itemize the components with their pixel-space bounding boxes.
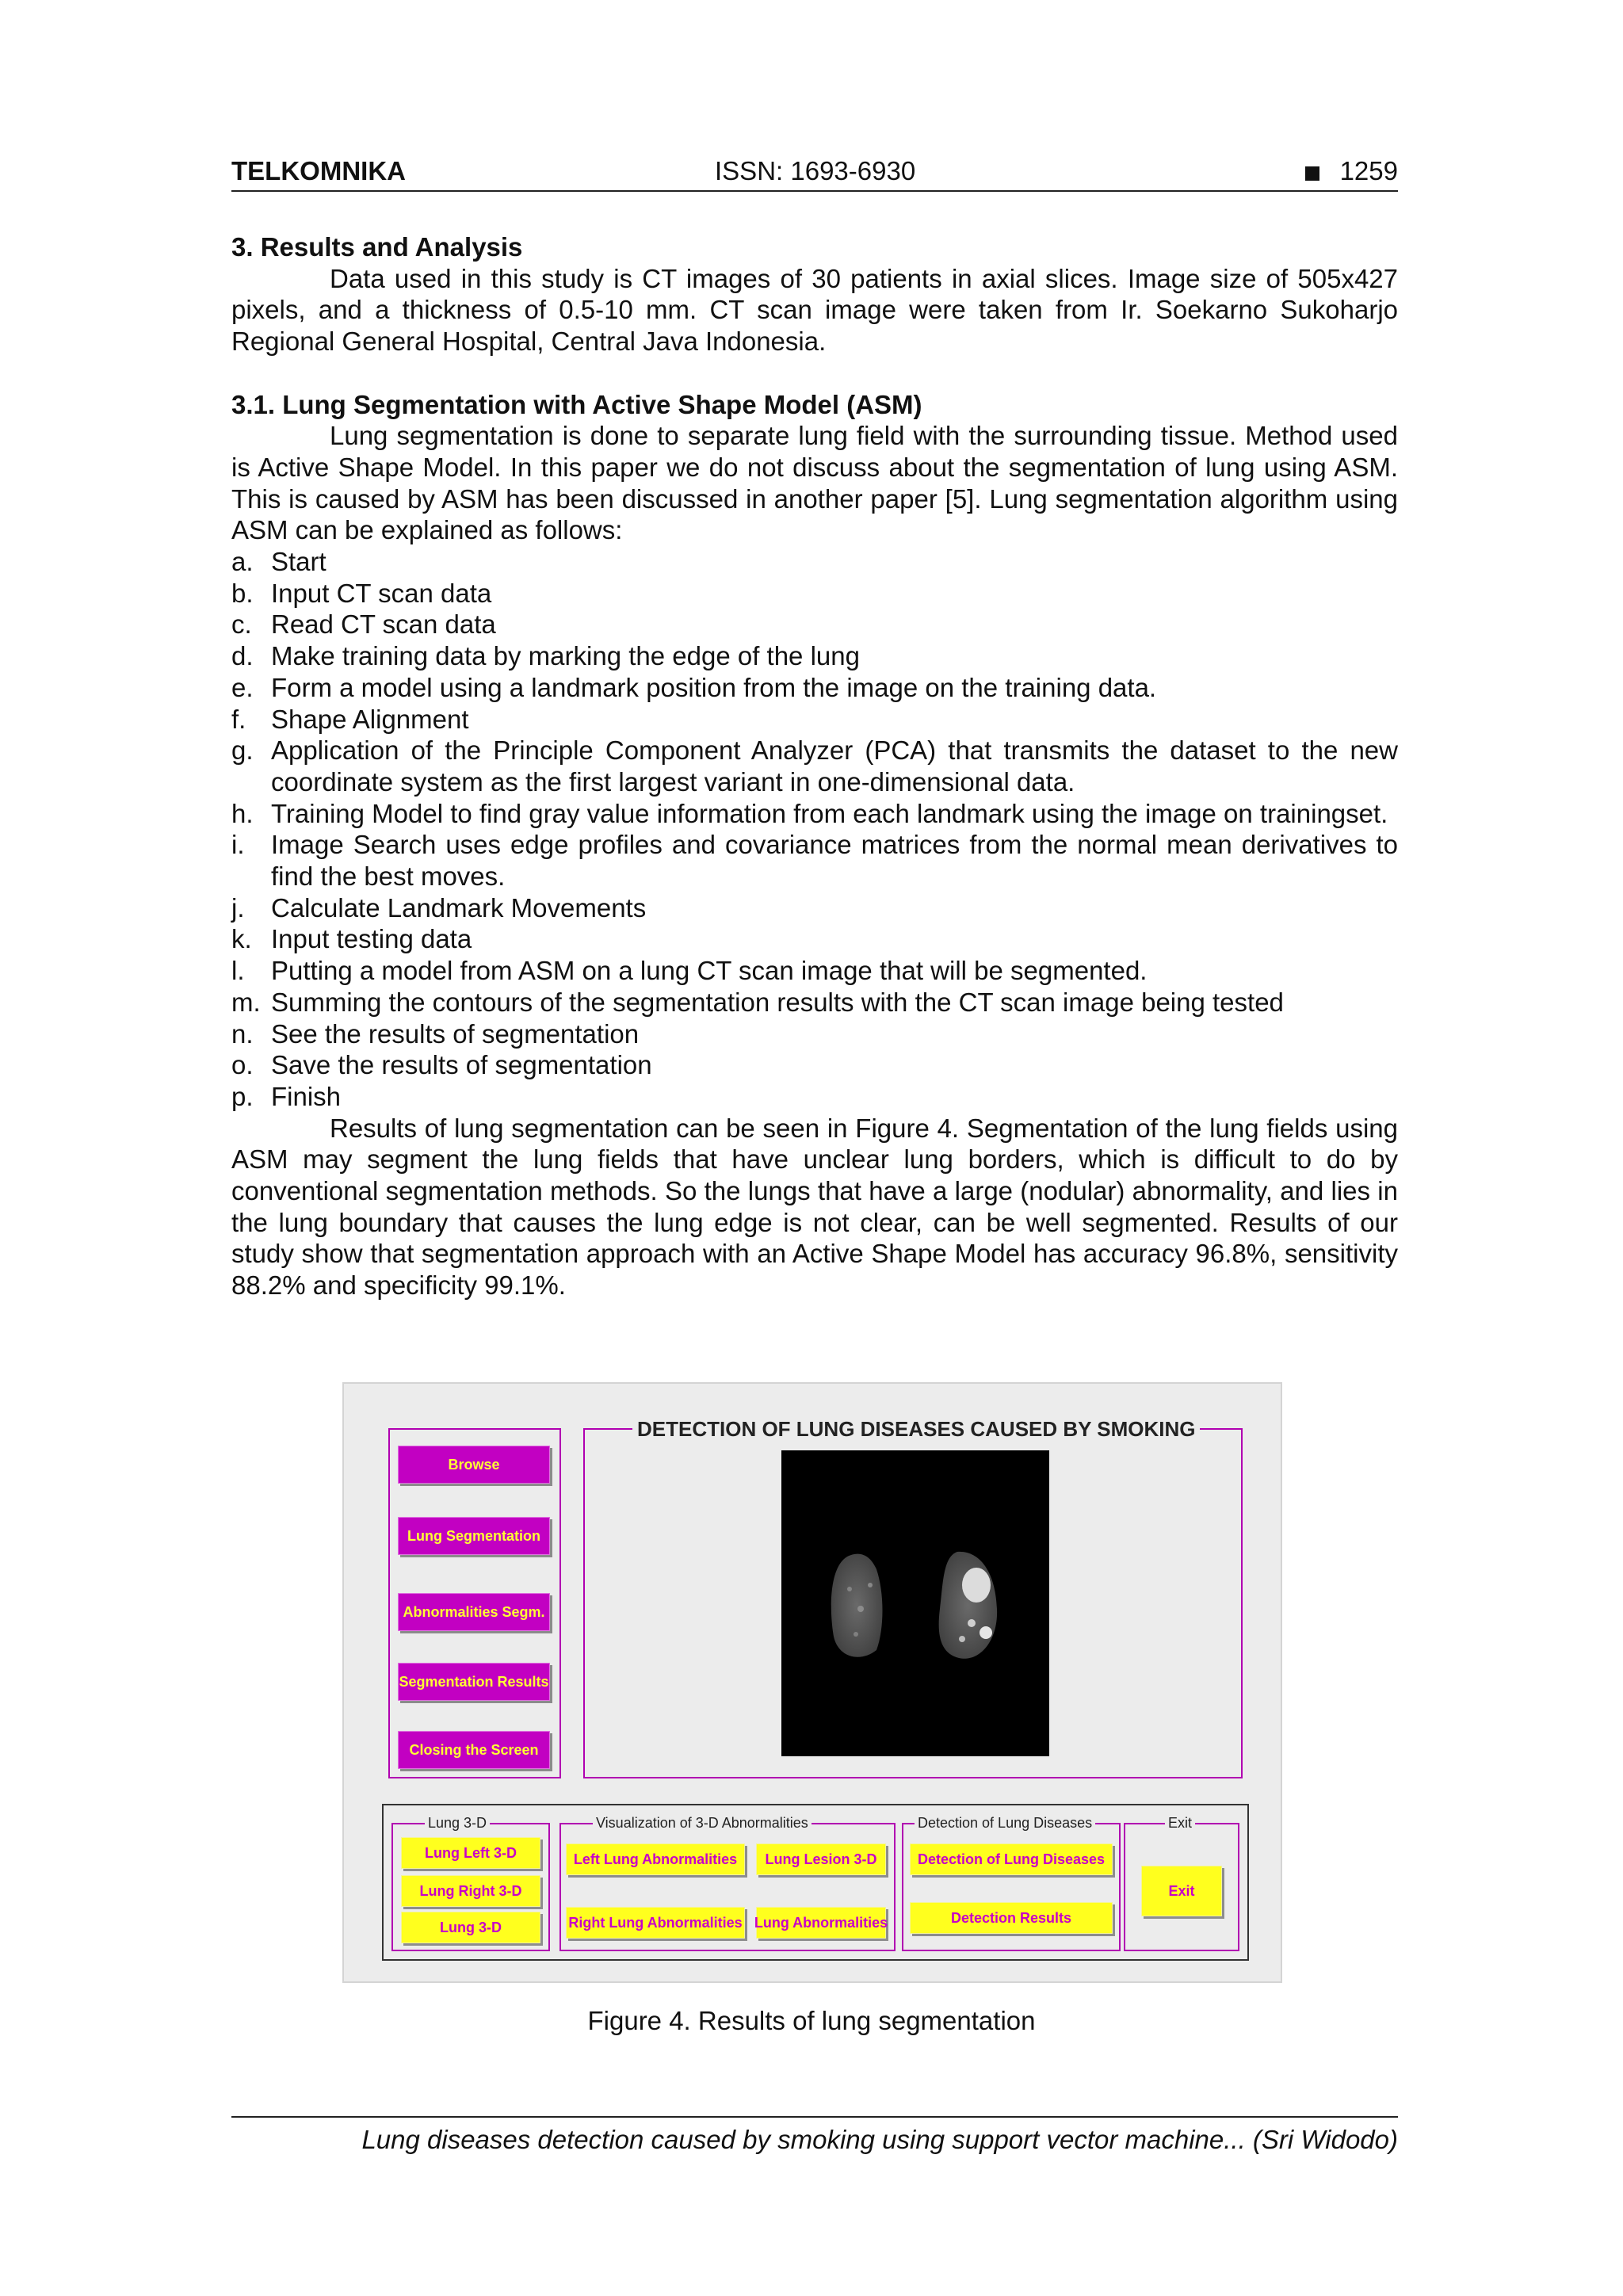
list-item (231, 892, 1398, 924)
segmentation-results-button[interactable]: Segmentation Results (398, 1663, 550, 1701)
left-lung (831, 1554, 883, 1657)
list-item (231, 704, 1398, 735)
page-number: 1259 (1339, 156, 1398, 185)
step-text: Training Model to find gray value information from each landmark using the image on trainingset. (271, 798, 1388, 828)
step-letter: i. (231, 830, 245, 860)
list-item (231, 672, 1398, 704)
detection-group-title: Detection of Lung Diseases (915, 1814, 1095, 1832)
figure-4-app-window (342, 1382, 1282, 1983)
menu-panel (388, 1428, 561, 1778)
list-item (231, 578, 1398, 609)
step-letter: j. (231, 892, 245, 923)
list-item (231, 1081, 1398, 1113)
section-title: 3. Results and Analysis (231, 232, 523, 262)
step-letter: d. (231, 641, 254, 671)
detection-group (902, 1815, 1121, 1951)
page-header (231, 155, 1398, 192)
list-item (231, 546, 1398, 578)
list-item (231, 1018, 1398, 1050)
lesion (968, 1619, 976, 1627)
page-number-wrap (1305, 155, 1398, 187)
algorithm-steps (231, 546, 1398, 1113)
results-paragraph: Results of lung segmentation can be seen in Figure 4. Segmentation of the lung fields using ASM may segment the lung fields that have unclear lung borders, which is difficult to do by conventional segmentation methods. So the lungs that have a large (nodular) abnormality, and lies in the lung boundary that causes the lung edge is not clear, can be well segmented. Results of our study show that segmentation approach with an Active Shape Model has accuracy 96.8%, sensitivity 88.2% and specificity 99.1%. (231, 1113, 1398, 1301)
page-footer (231, 2116, 1398, 2154)
step-letter: c. (231, 609, 252, 640)
step-letter: b. (231, 578, 254, 608)
closing-screen-button[interactable]: Closing the Screen (398, 1731, 550, 1769)
lung-lesion-3d-button[interactable]: Lung Lesion 3-D (756, 1843, 886, 1875)
body-text (231, 231, 1398, 1301)
browse-button[interactable]: Browse (398, 1446, 550, 1484)
step-letter: n. (231, 1018, 254, 1049)
step-text: Read CT scan data (271, 609, 496, 640)
step-text: Form a model using a landmark position from the image on the training data. (271, 672, 1157, 702)
step-text: Image Search uses edge profiles and covariance matrices from the normal mean derivatives to find the best moves. (271, 830, 1398, 892)
right-lung-abnormalities-button[interactable]: Right Lung Abnormalities (566, 1907, 745, 1939)
step-letter: h. (231, 798, 254, 828)
step-letter: g. (231, 735, 254, 766)
lung-right-3d-button[interactable]: Lung Right 3-D (401, 1875, 540, 1907)
figure-caption: Figure 4. Results of lung segmentation (587, 2006, 1036, 2035)
exit-group (1124, 1815, 1239, 1951)
list-item (231, 798, 1398, 830)
step-text: Input CT scan data (271, 578, 492, 608)
step-text: Calculate Landmark Movements (271, 892, 647, 923)
detection-results-button[interactable]: Detection Results (910, 1902, 1113, 1934)
step-letter: f. (231, 704, 246, 734)
list-item (231, 609, 1398, 640)
subsection-paragraph: Lung segmentation is done to separate lung field with the surrounding tissue. Method used is Active Shape Model. In this paper we do not discuss about the segmentation of lung using ASM. This is caused by ASM has been discussed in another paper [5]. Lung segmentation algorithm using ASM can be explained as follows: (231, 421, 1398, 545)
step-letter: a. (231, 547, 254, 577)
step-letter: l. (231, 956, 245, 986)
abnormalities-segm-button[interactable]: Abnormalities Segm. (398, 1593, 550, 1631)
step-text: Make training data by marking the edge of the lung (271, 641, 860, 671)
list-item (231, 640, 1398, 672)
step-letter: p. (231, 1081, 254, 1111)
lesion (962, 1568, 991, 1603)
step-text: Summing the contours of the segmentation results with the CT scan image being tested (271, 987, 1284, 1017)
section-paragraph: Data used in this study is CT images of 30 patients in axial slices. Image size of 505x427 pixels, and a thickness of 0.5-10 mm. CT scan image were taken from Ir. Soekarno Sukoharjo Regional General Hospital, Central Java Indonesia. (231, 263, 1398, 357)
list-item (231, 955, 1398, 987)
lung-3d-group-title: Lung 3-D (425, 1814, 490, 1832)
visualization-group-title: Visualization of 3-D Abnormalities (593, 1814, 812, 1832)
image-panel (583, 1417, 1243, 1778)
vessel (847, 1587, 852, 1591)
issn: ISSN: 1693-6930 (715, 156, 916, 185)
lung-segmentation-button[interactable]: Lung Segmentation (398, 1517, 550, 1555)
exit-group-title: Exit (1165, 1814, 1195, 1832)
step-text: Start (271, 547, 327, 577)
lung-ct-illustration (781, 1450, 1049, 1756)
lung-left-3d-button[interactable]: Lung Left 3-D (401, 1837, 540, 1869)
step-letter: m. (231, 987, 261, 1017)
app-title: DETECTION OF LUNG DISEASES CAUSED BY SMOKING (632, 1417, 1200, 1441)
spacer (231, 357, 1398, 389)
lung-abnormalities-button[interactable]: Lung Abnormalities (756, 1907, 886, 1939)
square-bullet-icon (1305, 166, 1319, 181)
controls-panel (382, 1804, 1249, 1961)
right-lung (939, 1552, 997, 1659)
vessel (857, 1606, 864, 1612)
step-text: See the results of segmentation (271, 1018, 640, 1049)
step-letter: e. (231, 672, 254, 702)
step-text: Save the results of segmentation (271, 1050, 652, 1080)
step-text: Input testing data (271, 924, 472, 954)
step-text: Finish (271, 1081, 342, 1111)
list-item (231, 1049, 1398, 1081)
lesion (980, 1626, 992, 1639)
detection-of-lung-diseases-button[interactable]: Detection of Lung Diseases (910, 1843, 1113, 1875)
step-text: Application of the Principle Component Analyzer (PCA) that transmits the dataset to the new coordinate system as the first largest variant in one-dimensional data. (271, 735, 1398, 797)
lung-3d-button[interactable]: Lung 3-D (401, 1912, 540, 1943)
list-item (231, 923, 1398, 955)
visualization-group (559, 1815, 896, 1951)
step-letter: k. (231, 924, 252, 954)
lung-3d-group (391, 1815, 550, 1951)
list-item (231, 735, 1398, 797)
step-letter: o. (231, 1050, 254, 1080)
lesion (959, 1636, 965, 1642)
vessel (868, 1583, 873, 1587)
left-lung-abnormalities-button[interactable]: Left Lung Abnormalities (566, 1843, 745, 1875)
list-item (231, 987, 1398, 1018)
step-text: Shape Alignment (271, 704, 469, 734)
journal-name: TELKOMNIKA (231, 156, 406, 185)
subsection-title: 3.1. Lung Segmentation with Active Shape Model (ASM) (231, 389, 922, 419)
vessel (854, 1632, 858, 1637)
step-text: Putting a model from ASM on a lung CT scan image that will be segmented. (271, 956, 1148, 986)
ct-scan-image (781, 1450, 1049, 1756)
list-item (231, 829, 1398, 892)
exit-button[interactable]: Exit (1141, 1866, 1222, 1916)
footer-text: Lung diseases detection caused by smoking using support vector machine... (Sri Widodo) (361, 2125, 1398, 2154)
